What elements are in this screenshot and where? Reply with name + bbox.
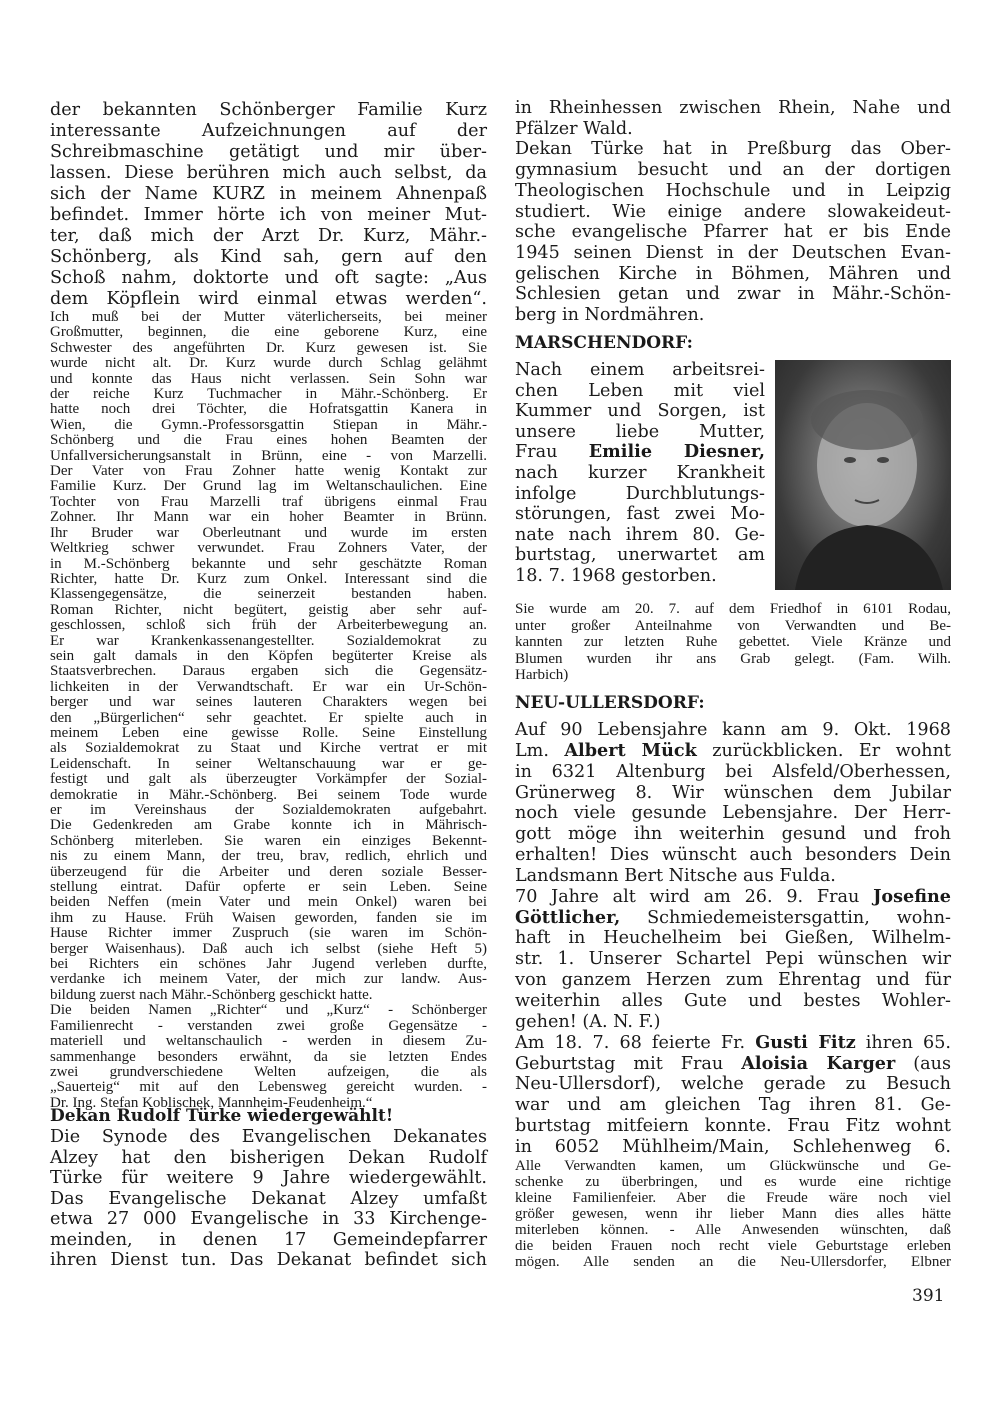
text-line: Alle Verwandten kamen, um Glückwünsche und Ge- <box>515 1158 951 1174</box>
text-line: Die Synode des Evangelischen Dekanates <box>50 1127 487 1147</box>
text-line: meinem Leben eine gewisse Rolle. Seine Einstellung <box>50 724 487 741</box>
text-line: Richter, hatte Dr. Kurz zum Onkel. Interessant sind die <box>50 570 487 587</box>
dekan-continuation <box>515 98 951 326</box>
text-line: infolge Durchblutungs- <box>515 483 765 504</box>
portrait-photo <box>775 360 951 590</box>
text-segment: Lm. <box>515 740 565 761</box>
text-line: zwei grundverschiedene Welten aufzeigen, die als <box>50 1063 487 1080</box>
text-line: sich der Name KURZ in meinem Ahnenpaß <box>50 184 487 204</box>
text-line: verdanke ich meinem Vater, der mich zur landw. Aus- <box>50 971 487 988</box>
text-line: berger und war seines lauteren Charakters wegen bei <box>50 694 487 711</box>
text-line: 1945 seinen Dienst in der Deutschen Evan- <box>515 242 951 263</box>
text-line: Schreibmaschine getätigt und mir über- <box>50 142 487 162</box>
text-line <box>515 1033 951 1054</box>
text-line: chen Leben mit viel <box>515 380 765 401</box>
text-segment: 70 Jahre alt wird am 26. 9. Frau <box>515 886 874 907</box>
text-line: bildung zuerst nach Mähr.-Schönberg geschickt hatte. <box>50 986 373 1003</box>
section-heading-marschendorf: MARSCHENDORF: <box>515 333 693 353</box>
text-line: burtstag, unerwartet am <box>515 545 765 566</box>
text-line: in Rheinhessen zwischen Rhein, Nahe und <box>515 98 951 118</box>
text-line: Der Vater von Frau Zohner hatte wenig Kontakt zur <box>50 463 487 480</box>
text-line: sein galt damals in den Köpfen begüterter Kreise als <box>50 647 487 664</box>
text-line: Schoß nahm, doktorte und oft sagte: „Aus <box>50 268 487 288</box>
article-intro <box>50 100 487 310</box>
bold-name: Göttlicher, <box>515 906 621 928</box>
text-line: befindet. Immer hörte ich von meiner Mut- <box>50 205 487 225</box>
marschendorf-obituary <box>515 360 765 587</box>
text-line: als Sozialdemokrat zu Staat und Kirche vertrat er mit <box>50 740 487 757</box>
text-line: beiden Neffen (mein Vater und mein Onkel) waren bei <box>50 894 487 911</box>
photo-caption <box>515 601 951 684</box>
text-line: demokratie in Mähr.-Schönberg. Bei seinem Tode wurde <box>50 786 487 803</box>
bold-name: Aloisia Karger <box>741 1052 896 1074</box>
text-line: größer gewesen, wenn ihr lieber Mann dies alles hätte <box>515 1206 951 1222</box>
text-line: „Sauerteig“ mit auf den Lebensweg gereicht wurden. - <box>50 1079 487 1096</box>
text-line: wurde nicht alt. Dr. Kurz wurde durch Schlag gelähmt <box>50 355 487 372</box>
text-line: gelischen Kirche in Böhmen, Mähren und <box>515 263 951 284</box>
text-line: Schönberg miterleben. Sie waren ein einziges Bekennt- <box>50 832 487 849</box>
news-gusti-fitz <box>515 1033 951 1158</box>
text-line: in 6052 Mühlheim/Main, Schlehenweg 6. <box>515 1136 951 1157</box>
text-line: in M.-Schönberg bekannte und sehr geschätzte Roman <box>50 555 487 572</box>
text-line: gott möge ihn weiterhin gesund und froh <box>515 824 951 845</box>
text-line: Ihr Bruder war Oberleutnant und wurde im ersten <box>50 524 487 541</box>
text-segment: Geburtstag mit Frau <box>515 1053 742 1074</box>
text-line: Tochter von Frau Marzelli traf übrigens einmal Frau <box>50 493 487 510</box>
section-heading-dekan: Dekan Rudolf Türke wiedergewählt! <box>50 1106 394 1126</box>
bold-name: Emilie Diesner, <box>588 441 765 463</box>
text-segment: (aus <box>895 1053 951 1074</box>
text-line: Auf 90 Lebensjahre kann am 9. Okt. 1968 <box>515 720 951 740</box>
text-line: str. 1. Unserer Schartel Pepi wünschen wir <box>515 949 951 970</box>
text-line: Grünerweg 8. Wir wünschen dem Jubilar <box>515 782 951 803</box>
text-line: unter großer Anteilnahme von Verwandten und Be- <box>515 617 951 634</box>
text-line: Türke für weitere 9 Jahre wiedergewählt. <box>50 1168 487 1188</box>
text-line: Sie wurde am 20. 7. auf dem Friedhof in 6101 Rodau, <box>515 601 951 617</box>
text-line: Pfälzer Wald. <box>515 118 633 139</box>
text-line: von ganzem Herzen zum Ehrentag und für <box>515 970 951 991</box>
news-josefine-goettlicher <box>515 887 951 1033</box>
text-line: berg in Nordmähren. <box>515 305 705 326</box>
text-line: er im Vereinshaus der Sozialdemokraten aufgebahrt. <box>50 802 487 818</box>
text-line: den „Bürgerlichen“ sehr geachtet. Er spielte auch in <box>50 709 487 726</box>
text-line: Nach einem arbeitsrei- <box>515 360 765 380</box>
text-line: hatte noch drei Töchter, die Hofratsgattin Kanera in <box>50 401 487 418</box>
text-line: Harbich) <box>515 667 569 683</box>
continuation-paragraph-2 <box>515 139 951 325</box>
dekan-paragraph-2 <box>50 1189 487 1271</box>
text-line: Familie Kurz. Der Grund lag im Weltanschaulichen. Eine <box>50 478 487 495</box>
text-line: berger Waisenhaus). Daß auch ich selbst (siehe Heft 5) <box>50 940 487 957</box>
text-line <box>515 887 951 908</box>
text-line: Dekan Türke hat in Preßburg das Ober- <box>515 139 951 160</box>
portrait-figure-icon <box>775 360 951 590</box>
text-segment: ihren 65. <box>855 1032 951 1053</box>
text-line: Kummer und Sorgen, ist <box>515 401 765 422</box>
text-line: 18. 7. 1968 gestorben. <box>515 565 717 586</box>
text-line: nate nach ihrem 80. Ge- <box>515 524 765 545</box>
text-segment: zurückblicken. Er wohnt <box>696 740 951 761</box>
text-line: mögen. Alle senden an die Neu-Ullersdorfer, Elbner <box>515 1254 951 1270</box>
text-line: nis zu einem Mann, der treu, brav, redlich, ehrlich und <box>50 848 487 865</box>
text-line: Die beiden Namen „Richter“ und „Kurz“ - Schönberger <box>50 1002 487 1019</box>
text-line: dem Köpflein wird einmal etwas werden“. <box>50 289 487 309</box>
text-line: etwa 27 000 Evangelische in 33 Kirchenge- <box>50 1209 487 1229</box>
text-line: interessante Aufzeichnungen auf der <box>50 121 487 141</box>
text-line: Schönberg, als Kind sah, gern auf den <box>50 247 487 267</box>
text-line: haft in Heuchelheim bei Gießen, Wilhelm- <box>515 928 951 949</box>
text-line: weiterhin alles Gute und bestes Wohler- <box>515 990 951 1011</box>
text-line: Weltkrieg schwer verwundet. Frau Zohners Vater, der <box>50 540 487 557</box>
text-line: Neu-Ullersdorf), welche gerade zu Besuch <box>515 1074 951 1095</box>
text-line: ter, daß mich der Arzt Dr. Kurz, Mähr.- <box>50 226 487 246</box>
text-line: gymnasium besucht und an der dortigen <box>515 160 951 181</box>
text-line: nach kurzer Krankheit <box>515 462 765 483</box>
text-line: studiert. Wie einige andere slowakeideut- <box>515 201 951 222</box>
text-line: gehen! (A. N. F.) <box>515 1011 661 1032</box>
bold-name: Albert Mück <box>564 739 697 761</box>
text-line: Blumen wurden ihr ans Grab gelegt. (Fam. Wilh. <box>515 650 951 667</box>
text-segment: Am 18. 7. 68 feierte Fr. <box>515 1032 756 1053</box>
neu-ullersdorf-news <box>515 720 951 1158</box>
text-line: stellung eintrat. Dafür opferte er sein Leben. Seine <box>50 879 487 896</box>
text-line: Familienrecht - verstanden zwei große Gegensätze - <box>50 1017 487 1034</box>
text-line: Theologischen Hochschule und in Leipzig <box>515 180 951 201</box>
dekan-paragraph-1 <box>50 1127 487 1189</box>
text-line <box>515 908 951 929</box>
text-segment: Frau <box>515 442 589 463</box>
text-line: überzeugend für die Arbeiter und deren soziale Besser- <box>50 863 487 880</box>
text-line: bei Richters ein schönes Jahr Jugend verleben durfte, <box>50 956 487 973</box>
text-line: sche evangelische Pfarrer hat er bis Ende <box>515 222 951 243</box>
text-line: Leidenschaft. In seiner Weltanschauung war er ge- <box>50 755 487 772</box>
text-line: Schönberg und die Frau eines hohen Beamten der <box>50 432 487 449</box>
text-line: Er war Krankenkassenangestellter. Sozialdemokrat zu <box>50 632 487 649</box>
text-segment: Schmiedemeistersgattin, wohn- <box>620 907 951 928</box>
text-line: ihren Dienst tun. Das Dekanat befindet sich <box>50 1250 487 1270</box>
letter-paragraph-1 <box>50 310 487 1111</box>
text-line: Dr. Ing. Stefan Koblischek, Mannheim-Feudenheim.“ <box>50 1094 373 1111</box>
text-line: in 6321 Altenburg bei Alsfeld/Oberhessen, <box>515 761 951 782</box>
text-line: materiell und weltanschaulich - werden in diesem Zu- <box>50 1033 487 1050</box>
text-line: Schwester des angeführten Dr. Kurz gewesen ist. Sie <box>50 339 487 356</box>
text-line <box>515 442 765 463</box>
text-line: störungen, fast zwei Mo- <box>515 504 765 525</box>
text-line: sammenhange besonders erwähnt, da sie letzten Endes <box>50 1048 487 1065</box>
bold-name: Josefine <box>873 885 951 907</box>
text-line: Landsmann Bert Nitsche aus Fulda. <box>515 865 836 886</box>
text-line: und konnte das Haus nicht verlassen. Sein Sohn war <box>50 370 487 387</box>
text-line: Großmutter, beginnen, die eine geborene Kurz, eine <box>50 324 487 341</box>
page-number: 391 <box>912 1286 945 1306</box>
text-line: Roman Richter, nicht begütert, geistig aber sehr auf- <box>50 601 487 618</box>
text-line: Hause Richter immer Zuspruch (sie waren im Schön- <box>50 925 487 942</box>
text-line: meinden, in denen 17 Gemeindepfarrer <box>50 1229 487 1250</box>
text-line: Die Gedenkreden am Grabe konnte ich in Mährisch- <box>50 817 487 834</box>
text-line: miterleben können. - Alle Anwesenden wünschten, daß <box>515 1222 951 1238</box>
text-line: der reiche Kurz Tuchmacher in Mähr.-Schönberg. Er <box>50 386 487 403</box>
text-line: war und am gleichen Tag ihren 81. Ge- <box>515 1095 951 1116</box>
text-line: erhalten! Dies wünscht auch besonders Dein <box>515 845 951 866</box>
text-line: Klassengegensätze, die seinerzeit bestanden haben. <box>50 586 487 603</box>
text-line: lichkeiten in der Verwandtschaft. Er war ein Ur-Schön- <box>50 678 487 695</box>
bold-name: Gusti Fitz <box>755 1031 856 1053</box>
text-line: Staatsverbrechen. Daraus ergaben sich die Gegensätz- <box>50 663 487 680</box>
dekan-article <box>50 1127 487 1271</box>
letter-paragraph-1-body <box>50 310 487 1003</box>
text-line: Schlesien getan und zwar in Mähr.-Schön- <box>515 284 951 305</box>
text-line: Zohner. Ihr Mann war ein hoher Beamter in Brünn. <box>50 509 487 526</box>
text-line: burtstag mitfeiern konnte. Frau Fitz wohnt <box>515 1116 951 1137</box>
news-albert-mueck <box>515 720 951 887</box>
text-line: schenke zu überbringen, und es wurde eine richtige <box>515 1174 951 1190</box>
text-line: unsere liebe Mutter, <box>515 421 765 442</box>
text-line: Ich muß bei der Mutter väterlicherseits, bei meiner <box>50 309 487 325</box>
text-line: noch viele gesunde Lebensjahre. Der Herr- <box>515 803 951 824</box>
text-line: Das Evangelische Dekanat Alzey umfaßt <box>50 1188 487 1209</box>
section-heading-neu-ullersdorf: NEU-ULLERSDORF: <box>515 693 705 713</box>
text-line: kleine Familienfeier. Aber die Freude wäre noch viel <box>515 1190 951 1206</box>
text-line: kannten zur letzten Ruhe gebettet. Viele Kränze und <box>515 634 951 650</box>
text-line <box>515 741 951 762</box>
text-line: festigt und galt als überzeugter Vorkämpfer der Sozial- <box>50 771 487 788</box>
text-line: Unfallversicherungsanstalt in Brünn, eine - von Marzelli. <box>50 447 487 464</box>
text-line: der bekannten Schönberger Familie Kurz <box>50 100 487 120</box>
text-line: lassen. Diese berühren mich auch selbst, da <box>50 163 487 183</box>
text-line: ihm zu Hause. Früh Waisen geworden, fanden sie im <box>50 909 487 926</box>
letter-paragraph-2 <box>50 1003 487 1111</box>
text-line: geschlossen, schloß sich früh der Arbeiterbewegung an. <box>50 617 487 634</box>
text-line: Wien, die Gymn.-Professorsgattin Stiepan in Mähr.- <box>50 416 487 433</box>
neu-ullersdorf-small-text <box>515 1158 951 1270</box>
text-line: Alzey hat den bisherigen Dekan Rudolf <box>50 1147 487 1168</box>
text-line: die beiden Frauen noch recht viele Geburtstage erleben <box>515 1238 951 1254</box>
continuation-paragraph-1 <box>515 98 951 139</box>
text-line <box>515 1054 951 1075</box>
